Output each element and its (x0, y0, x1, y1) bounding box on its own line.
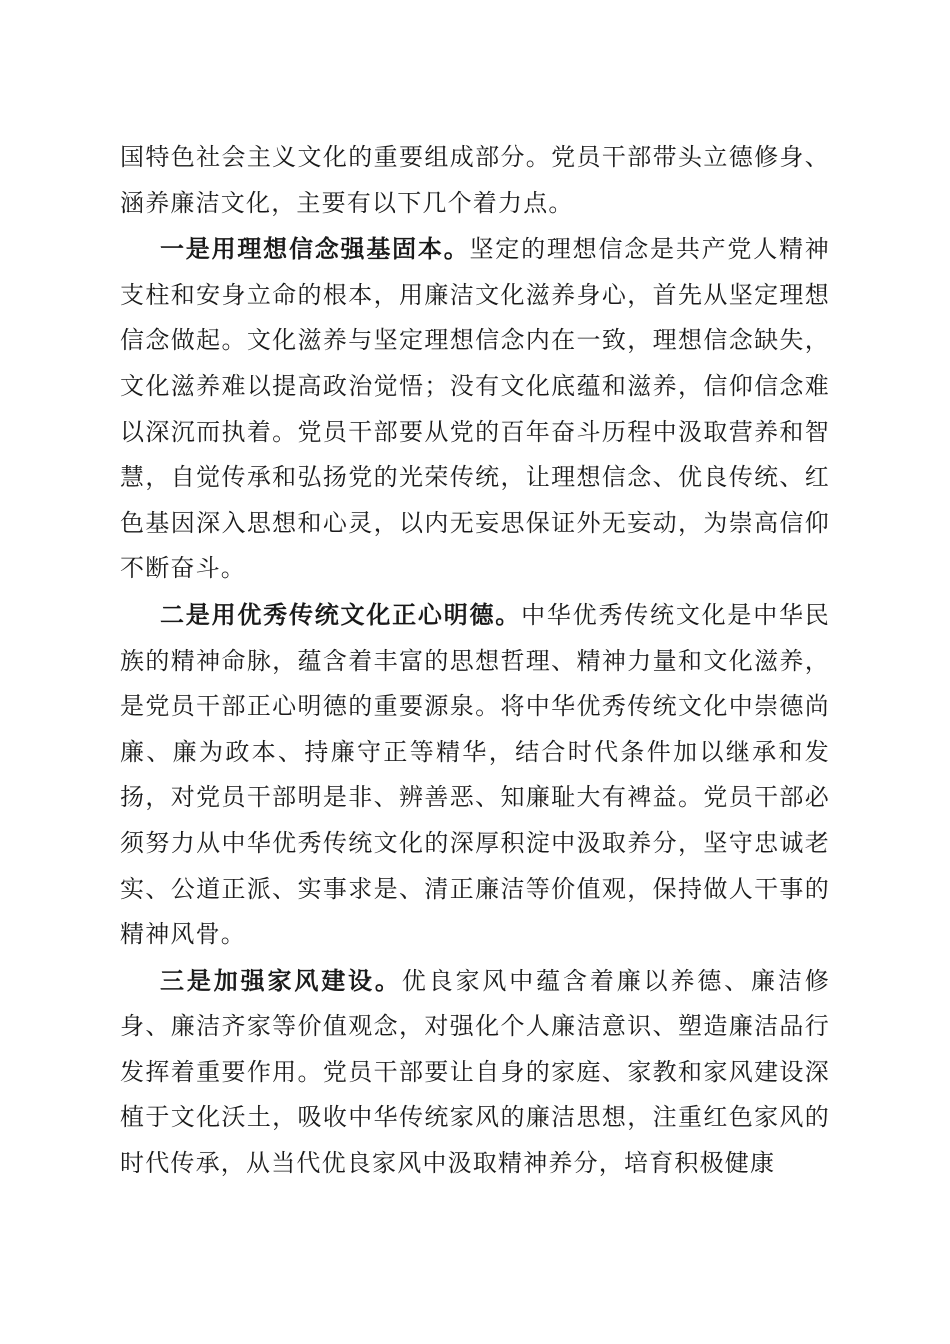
paragraph-family-tradition (120, 958, 830, 1187)
paragraph-ideals (120, 226, 830, 592)
paragraph-text: 国特色社会主义文化的重要组成部分。党员干部带头立德修身、涵养廉洁文化，主要有以下几个着力点。 (120, 143, 830, 217)
paragraph-text: 坚定的理想信念是共产党人精神支柱和安身立命的根本，用廉洁文化滋养身心，首先从坚定理想信念做起。文化滋养与坚定理想信念内在一致，理想信念缺失，文化滋养难以提高政治觉悟；没有文化底蕴和滋养，信仰信念难以深沉而执着。党员干部要从党的百年奋斗历程中汲取营养和智慧，自觉传承和弘扬党的光荣传统，让理想信念、优良传统、红色基因深入思想和心灵，以内无妄思保证外无妄动，为崇高信仰不断奋斗。 (120, 235, 830, 583)
paragraph-traditional-culture (120, 592, 830, 958)
paragraph-intro (120, 135, 830, 226)
paragraph-heading: 一是用理想信念强基固本。 (160, 234, 470, 264)
paragraph-heading: 二是用优秀传统文化正心明德。 (160, 599, 522, 629)
document-body (120, 135, 830, 1187)
paragraph-text: 中华优秀传统文化是中华民族的精神命脉，蕴含着丰富的思想哲理、精神力量和文化滋养，是党员干部正心明德的重要源泉。将中华优秀传统文化中崇德尚廉、廉为政本、持廉守正等精华，结合时代条件加以继承和发扬，对党员干部明是非、辨善恶、知廉耻大有裨益。党员干部必须努力从中华优秀传统文化的深厚积淀中汲取养分，坚守忠诚老实、公道正派、实事求是、清正廉洁等价值观，保持做人干事的精神风骨。 (120, 600, 830, 949)
paragraph-text: 优良家风中蕴含着廉以养德、廉洁修身、廉洁齐家等价值观念，对强化个人廉洁意识、塑造廉洁品行发挥着重要作用。党员干部要让自身的家庭、家教和家风建设深植于文化沃土，吸收中华传统家风的廉洁思想，注重红色家风的时代传承，从当代优良家风中汲取精神养分，培育积极健康 (120, 966, 830, 1178)
paragraph-heading: 三是加强家风建设。 (160, 965, 402, 995)
